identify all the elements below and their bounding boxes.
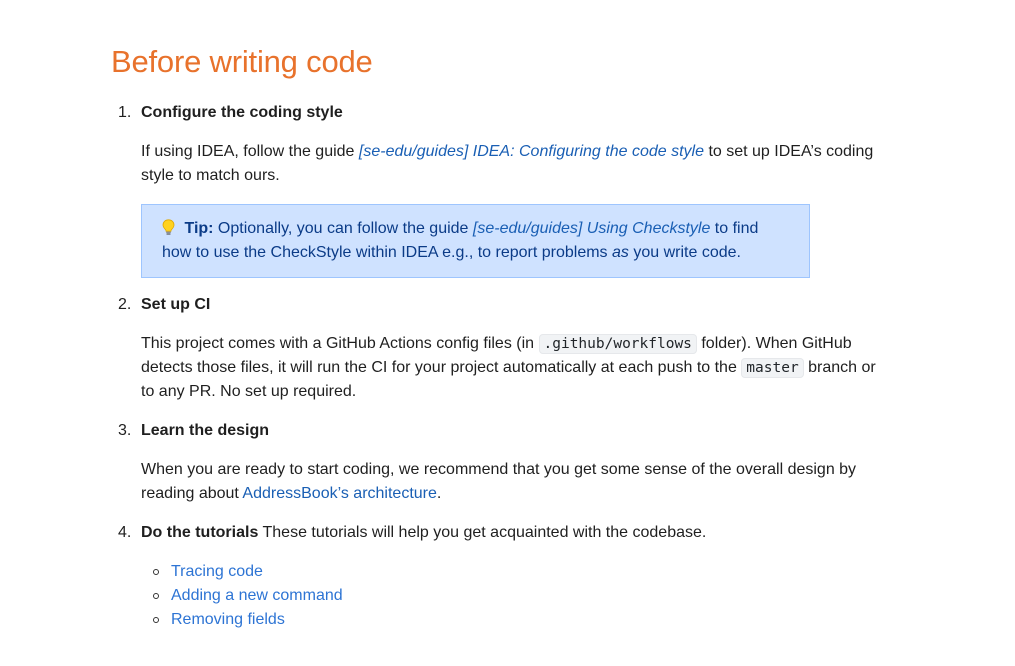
tutorial-link-removing-fields[interactable]: Removing fields bbox=[171, 611, 285, 628]
architecture-link[interactable]: AddressBook’s architecture bbox=[242, 485, 437, 502]
bullet-icon bbox=[153, 569, 159, 575]
step-number: 4. bbox=[118, 524, 132, 541]
idea-code-style-guide-link[interactable]: [se-edu/guides] IDEA: Configuring the code style bbox=[358, 143, 704, 160]
step-title: Configure the coding style bbox=[141, 104, 343, 121]
list-item bbox=[153, 560, 881, 584]
step-configure-coding-style bbox=[111, 101, 881, 278]
workflows-folder-code: .github/workflows bbox=[539, 334, 697, 354]
step-title: Set up CI bbox=[141, 296, 211, 313]
checkstyle-guide-link[interactable]: [se-edu/guides] Using Checkstyle bbox=[472, 220, 711, 237]
tip-label: Tip: bbox=[184, 220, 214, 237]
tip-box: Tip: Optionally, you can follow the guide [se-edu/guides] Using Checkstyle to find how to use the CheckStyle within IDEA e.g., to report problems as you write code. bbox=[141, 204, 810, 278]
tutorial-links-list bbox=[141, 560, 881, 632]
step-number: 1. bbox=[118, 104, 132, 121]
list-item bbox=[153, 584, 881, 608]
tutorial-link-adding-command[interactable]: Adding a new command bbox=[171, 587, 343, 604]
step-title: Learn the design bbox=[141, 422, 270, 439]
step-number: 3. bbox=[118, 422, 132, 439]
step-do-tutorials bbox=[111, 521, 881, 632]
tutorial-link-tracing-code[interactable]: Tracing code bbox=[171, 563, 263, 580]
step-description: If using IDEA, follow the guide [se-edu/guides] IDEA: Configuring the code style to set up IDEA’s coding style to match ours. bbox=[141, 143, 874, 184]
page-title: Before writing code bbox=[111, 44, 373, 79]
step-set-up-ci bbox=[111, 293, 881, 404]
step-title: Do the tutorials These tutorials will help you get acquainted with the codebase. bbox=[141, 524, 707, 541]
lightbulb-icon bbox=[162, 217, 180, 241]
master-branch-code: master bbox=[741, 358, 803, 378]
list-item bbox=[153, 608, 881, 632]
step-description: This project comes with a GitHub Actions config files (in .github/workflows folder). When GitHub detects those files, it will run the CI for your project automatically at each push to the master branch or to any PR. No set up required. bbox=[141, 335, 876, 400]
bullet-icon bbox=[153, 593, 159, 599]
step-number: 2. bbox=[118, 296, 132, 313]
step-description: When you are ready to start coding, we recommend that you get some sense of the overall design by reading about AddressBook’s architecture. bbox=[141, 461, 857, 502]
step-learn-design bbox=[111, 419, 881, 506]
bullet-icon bbox=[153, 617, 159, 623]
